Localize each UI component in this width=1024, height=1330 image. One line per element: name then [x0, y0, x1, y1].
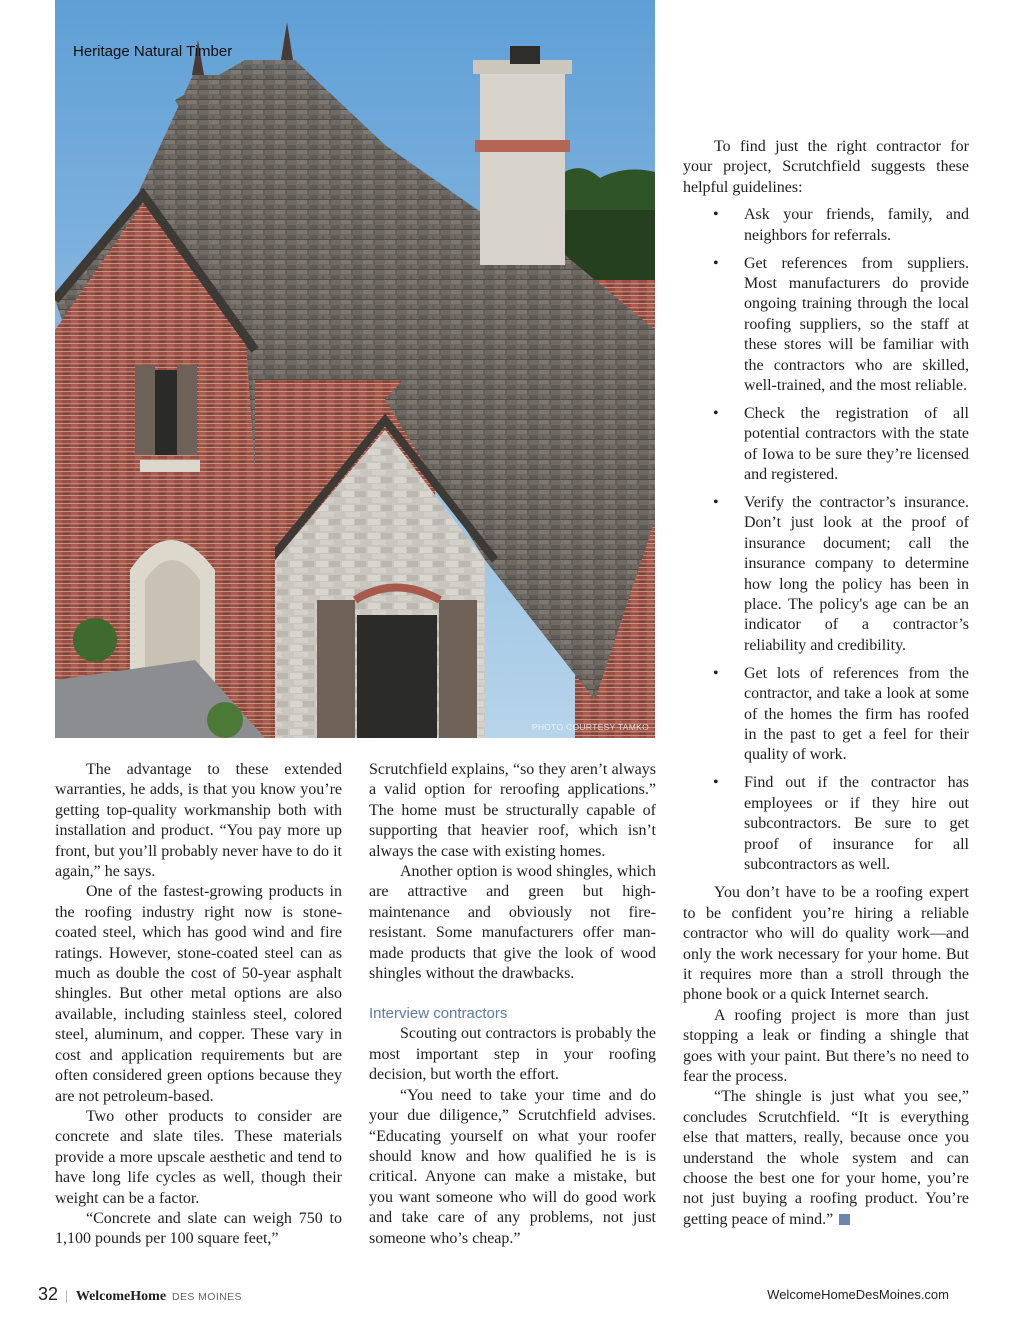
- list-item: [683, 773, 969, 875]
- paragraph-closing: [683, 1087, 969, 1230]
- list-item: [683, 493, 969, 656]
- paragraph: Another option is wood shingles, which are attractive and green but high-maintenance and obviously not fire-resistant. Some manufacturers offer man-made products that give the look of wood shingles without the drawbacks.: [369, 863, 656, 983]
- magazine-city: DES MOINES: [172, 1291, 242, 1303]
- list-item-text: Ask your friends, family, and neighbors for referrals.: [744, 206, 969, 244]
- bullet-icon: •: [713, 254, 719, 272]
- section-subhead: Interview contractors: [369, 1005, 508, 1023]
- bullet-icon: •: [713, 404, 719, 422]
- article-column-3: [683, 137, 969, 1230]
- paragraph: One of the fastest-growing products in the roofing industry right now is stone-coated steel, which has good wind and fire ratings. However, stone-coated steel can as much as double the cost of 50-year asphalt shingles. But other metal options are also available, including stainless steel, colored steel, aluminum, and copper. These vary in cost and application requirements but are often considered green options because they are not petroleum-based.: [55, 883, 342, 1105]
- house-photo: [55, 0, 655, 738]
- bullet-icon: •: [713, 494, 719, 511]
- list-item: [683, 404, 969, 486]
- list-item: [683, 205, 969, 246]
- photo-caption: Heritage Natural Timber: [73, 43, 233, 60]
- bullet-icon: •: [713, 206, 719, 224]
- list-item-text: Check the registration of all potential contractors with the state of Iowa to be sure they’re licensed and registered.: [744, 404, 969, 484]
- article-column-1: [55, 760, 342, 1250]
- paragraph: A roofing project is more than just stopping a leak or finding a shingle that goes with your paint. But there’s no need to fear the process.: [683, 1006, 969, 1085]
- paragraph: You don’t have to be a roofing expert to be confident you’re hiring a reliable contractor who will do quality work—and only the work necessary for your home. But it requires more than a stroll through the phone book or a quick Internet search.: [683, 884, 969, 1004]
- paragraph-intro: To find just the right contractor for your project, Scrutchfield suggests these helpful guidelines:: [683, 138, 969, 196]
- list-item-text: Verify the contractor’s insurance. Don’t just look at the proof of insurance document; call the insurance company to determine how long the policy has been in place. The policy's age can be an indicator of a contractor’s reliability and credibility.: [744, 494, 969, 654]
- paragraph: Scouting out contractors is probably the most important step in your roofing decision, but worth the effort.: [369, 1025, 656, 1084]
- list-item-text: Get lots of references from the contractor, and take a look at some of the homes the firm has roofed in the past to get a feel for their quality of work.: [744, 664, 969, 764]
- paragraph: Two other products to consider are concrete and slate tiles. These materials provide a more upscale aesthetic and tend to have long life cycles as well, though their weight can be a factor.: [55, 1107, 342, 1207]
- paragraph-continued: Scrutchfield explains, “so they aren’t always a valid option for reroofing applications.” The home must be structurally capable of supporting that heavier roof, which isn’t always the case with existing homes.: [369, 761, 656, 860]
- website-url: WelcomeHomeDesMoines.com: [767, 1287, 949, 1302]
- paragraph: The advantage to these extended warranties, he adds, is that you know you’re getting top-quality workmanship both with installation and product. “You pay more up front, but you’ll probably never have to do it again,” he says.: [55, 761, 342, 881]
- photo-credit: PHOTO COURTESY TAMKO: [531, 722, 649, 732]
- bullet-icon: •: [713, 774, 719, 792]
- magazine-name: WelcomeHome: [75, 1289, 167, 1304]
- list-item-text: Find out if the contractor has employees or if they hire out subcontractors. Be sure to get proof of insurance for all subcontractors as well.: [744, 774, 969, 873]
- article-column-2: [369, 760, 656, 1249]
- list-item: [683, 664, 969, 766]
- list-item: [683, 254, 969, 397]
- page-number: 32: [38, 1284, 59, 1304]
- page-folio: [38, 1284, 242, 1305]
- house-illustration: [55, 0, 655, 738]
- paragraph: “You need to take your time and do your due diligence,” Scrutchfield advises. “Educating yourself on what your roofer should know and how qualified he is is critical. Anyone can make a mistake, but you want someone who will do good work and take care of any problems, not just someone who’s cheap.”: [369, 1086, 656, 1247]
- list-item-text: Get references from suppliers. Most manufacturers do provide ongoing training through the local roofing suppliers, so the staff at these stores will be familiar with the contractors who are skilled, well-trained, and the most reliable.: [744, 254, 969, 394]
- bullet-icon: •: [713, 664, 719, 682]
- end-mark-icon: [839, 1214, 850, 1225]
- paragraph: “Concrete and slate can weigh 750 to 1,100 pounds per 100 square feet,”: [55, 1209, 342, 1248]
- guidelines-list: [683, 205, 969, 875]
- closing-text: “The shingle is just what you see,” concludes Scrutchfield. “It is everything else that matters, really, because once you understand the whole system and can choose the best one for your home, you’re not just buying a roofing product. You’re getting peace of mind.”: [683, 1088, 969, 1228]
- folio-separator: |: [65, 1289, 68, 1304]
